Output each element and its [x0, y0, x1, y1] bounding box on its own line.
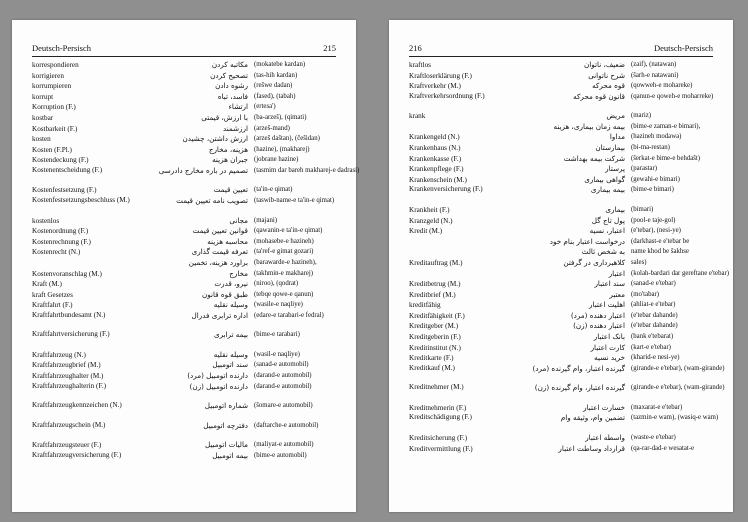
transliteration: (kart-e e'tebar)	[631, 343, 671, 351]
persian-translation: پرستار	[605, 164, 625, 174]
german-headword: Kraftfahrzeugsteuer (F.)	[32, 441, 102, 450]
dictionary-entry	[32, 102, 336, 113]
dictionary-entry	[409, 268, 730, 280]
persian-translation: دارنده اتومبیل (مرد)	[187, 371, 248, 381]
persian-translation: بیمه ترابری	[213, 330, 248, 340]
transliteration: (šerkat-e bime-e behdašt)	[631, 154, 701, 162]
transliteration: (tazmin-e wam), (wasiq-e wam)	[631, 414, 719, 422]
german-headword: Kreditnehmerin (F.)	[409, 403, 467, 412]
persian-translation: گیرنده اعتبار، وام گیرنده (مرد)	[532, 363, 625, 373]
persian-translation: سند اعتبار	[594, 279, 625, 289]
persian-translation: قرارداد وساطت اعتبار	[558, 443, 625, 453]
persian-translation: خرید نسیه	[594, 353, 625, 363]
transliteration: (qowweh-e mohareke)	[631, 82, 693, 90]
dictionary-entry	[32, 196, 336, 216]
german-headword: Kreditvermittlung (F.)	[409, 444, 473, 453]
dictionary-entry	[32, 216, 336, 227]
german-headword: Kraftfahrzeugbrief (M.)	[32, 361, 101, 370]
persian-translation: اعتبار	[608, 268, 625, 278]
transliteration: name khod be šakhse	[631, 248, 689, 256]
transliteration: (gewahi-e bimari)	[631, 175, 680, 183]
dictionary-entry	[32, 237, 336, 248]
transliteration: (šarh-e natawani)	[631, 71, 679, 79]
german-headword: Kraft (M.)	[32, 280, 62, 289]
german-headword: Kreditbrief (M.)	[409, 290, 456, 299]
persian-translation: دفترچه اتومبیل	[203, 420, 248, 430]
transliteration: (ta'ref-e gimat gozari)	[254, 248, 314, 256]
persian-translation: کارت اعتبار	[590, 342, 625, 352]
dictionary-entry	[32, 165, 360, 186]
persian-translation: مریض	[606, 111, 625, 121]
persian-translation: بیمه اتومبیل	[212, 450, 248, 460]
german-headword: Kreditnehmer (M.)	[409, 383, 464, 392]
transliteration: (takhmin-e makharej)	[254, 269, 314, 277]
dictionary-entry	[32, 124, 336, 135]
german-headword: Kostenvoranschlag (M.)	[32, 269, 102, 278]
persian-translation: مداوا	[609, 132, 625, 142]
transliteration: (tas-hih kardan)	[254, 71, 298, 79]
transliteration: (e'tebar dahande)	[631, 322, 678, 330]
left-page	[12, 20, 360, 512]
german-headword: Kraftfahrzeugschein (M.)	[32, 420, 106, 429]
dictionary-entry	[32, 134, 336, 145]
german-headword: Krankenschein (M.)	[409, 175, 467, 184]
dictionary-entry	[409, 247, 713, 258]
german-headword: korrespondieren	[32, 61, 79, 69]
transliteration: (tebqe qowe-e qanun)	[254, 290, 314, 298]
transliteration: (arzeš daštan), (češidan)	[254, 135, 320, 143]
transliteration: (jobrane hazine)	[254, 156, 299, 164]
transliteration: (maliyat-e automobil)	[254, 441, 314, 449]
persian-translation: گیرنده اعتبار، وام گیرنده (زن)	[534, 383, 625, 393]
german-headword: Krankenpflege (F.)	[409, 165, 464, 174]
german-headword: kreditfähig	[409, 301, 441, 310]
dictionary-entry	[409, 332, 713, 343]
persian-translation: تعرفه قیمت گذاری	[191, 247, 248, 257]
transliteration: (e'tebar), (nesi-ye)	[631, 227, 681, 235]
dictionary-entry	[32, 300, 336, 311]
transliteration: (bime-e zaman-e bimari),	[631, 122, 701, 130]
german-headword: Kostenfestsetzung (F.)	[32, 186, 97, 195]
persian-translation: قانون قوه محرکه	[573, 91, 625, 101]
transliteration: (mohasebe-e hazineh)	[254, 237, 314, 245]
persian-translation: مالیات اتومبیل	[205, 440, 248, 450]
page-header	[32, 42, 336, 57]
dictionary-entry	[409, 111, 713, 122]
dictionary-entry	[32, 155, 336, 166]
persian-translation: قوانین تعیین قیمت	[192, 226, 248, 236]
dictionary-entry	[409, 92, 713, 112]
dictionary-entry	[32, 401, 336, 421]
persian-translation: شرکت بیمه بهداشت	[563, 153, 625, 163]
transliteration: (sanad-e e'tebar)	[631, 280, 676, 288]
persian-translation: دارنده اتومبیل (زن)	[189, 381, 248, 391]
german-headword: Kostenfestsetzungsbeschluss (M.)	[32, 196, 130, 205]
transliteration: (qawanin-e ta'in-e qimat)	[254, 227, 323, 235]
dictionary-entry	[32, 113, 336, 124]
dictionary-entry	[409, 311, 713, 322]
transliteration: (qanun-e qoweh-e moharreke)	[631, 92, 714, 100]
persian-translation: پول تاج گل	[591, 215, 625, 225]
persian-translation: اعتبار دهنده (مرد)	[570, 310, 625, 320]
persian-translation: ارزشمند	[222, 123, 248, 133]
german-headword: Kostenentscheidung (F.)	[32, 165, 103, 174]
dictionary-entry	[32, 360, 336, 371]
transliteration: (ahliat-e e'tebar)	[631, 301, 676, 309]
transliteration: (tasmim dar bareh makharej-e dadrasi)	[254, 166, 360, 174]
running-title: Deutsch-Persisch	[32, 43, 92, 53]
transliteration: (mariz)	[631, 112, 651, 120]
persian-translation: سند اتومبیل	[212, 360, 248, 370]
transliteration: (wasile-e naqliye)	[254, 301, 303, 309]
persian-translation: جبران هزینه	[212, 155, 248, 165]
persian-translation: گواهی بیماری	[584, 174, 625, 184]
transliteration: (arzeš-mand)	[254, 124, 290, 132]
dictionary-entry	[409, 154, 713, 165]
dictionary-entry	[409, 353, 713, 364]
persian-translation: ارتشاء	[228, 102, 248, 112]
dictionary-entry	[32, 258, 336, 269]
german-headword: Kraftverkehr (M.)	[409, 82, 461, 91]
transliteration: (edare-e tarabari-e fedral)	[254, 311, 324, 319]
persian-translation: معتبر	[609, 289, 625, 299]
german-headword: Kreditkarte (F.)	[409, 354, 454, 363]
german-headword: Kreditfähigkeit (F.)	[409, 311, 465, 320]
transliteration: (šomare-e automobil)	[254, 402, 313, 410]
german-headword: korrigieren	[32, 71, 64, 80]
transliteration: (girande-e e'tebar), (wam-girande)	[631, 364, 725, 372]
transliteration: (qa-rar-dad-e wesatat-e	[631, 444, 695, 452]
german-headword: Kreditgeberin (F.)	[409, 333, 461, 342]
german-headword: korrupt	[32, 92, 54, 101]
dictionary-entries	[409, 60, 730, 454]
transliteration: (zaif), (natawan)	[631, 61, 677, 68]
persian-translation: وسیله نقلیه	[213, 300, 248, 310]
dictionary-entry	[32, 247, 336, 258]
transliteration: (fased), (tabah)	[254, 92, 296, 100]
german-headword: kostbar	[32, 113, 54, 122]
german-headword: Kreditgeber (M.)	[409, 322, 459, 331]
persian-translation: محاسبه هزینه	[207, 236, 248, 246]
dictionary-entry	[409, 132, 713, 143]
persian-translation: درخواست اعتبار بنام خود	[549, 236, 625, 246]
transliteration: (kolah-bardari dar gereftane e'tebar)	[631, 269, 730, 277]
german-headword: Kraftfahrzeughalter (M.)	[32, 372, 104, 381]
dictionary-entry	[409, 321, 713, 332]
transliteration: (ertesa')	[254, 103, 276, 111]
transliteration: (hazineh modawa)	[631, 133, 682, 141]
dictionary-entry	[409, 60, 713, 71]
german-headword: Kraftfahrtversicherung (F.)	[32, 330, 110, 339]
german-headword: Krankheit (F.)	[409, 205, 450, 214]
dictionary-entry	[32, 311, 336, 331]
dictionary-entry	[32, 382, 336, 402]
german-headword: Korruption (F.)	[32, 103, 76, 112]
persian-translation: اهلیت اعتبار	[589, 300, 625, 310]
persian-translation: تضمین وام، وثیقه وام	[560, 413, 625, 423]
german-headword: korrumpieren	[32, 82, 72, 91]
german-headword: Krankenkasse (F.)	[409, 154, 462, 163]
german-headword: Kostenrecht (N.)	[32, 248, 81, 257]
persian-translation: براورد هزینه، تخمین	[188, 257, 248, 267]
dictionary-entry	[32, 185, 336, 196]
dictionary-entry	[409, 363, 725, 384]
dictionary-entry	[409, 122, 713, 133]
german-headword: Kraftfahrtbundesamt (N.)	[32, 310, 106, 319]
german-headword: Kraftloserklärung (F.)	[409, 71, 472, 80]
persian-translation: مجانی	[229, 215, 248, 225]
persian-translation: قوه محرکه	[592, 81, 625, 91]
dictionary-entry	[32, 350, 336, 361]
dictionary-entry	[409, 300, 713, 311]
transliteration: (bank e'tebarat)	[631, 333, 674, 341]
persian-translation: تصویب نامه تعیین قیمت	[176, 196, 248, 206]
transliteration: (maxarat-e e'tebar)	[631, 403, 683, 411]
persian-translation: تصمیم در باره مخارج دادرسی	[158, 165, 248, 175]
dictionary-entry	[409, 81, 713, 92]
persian-translation: تصحیح کردن	[210, 70, 248, 80]
german-headword: Kostenrechnung (F.)	[32, 237, 91, 246]
german-headword: Kostendeckung (F.)	[32, 156, 89, 165]
persian-translation: تعیین قیمت	[213, 185, 248, 195]
german-headword: Krankenhaus (N.)	[409, 144, 461, 153]
transliteration: (girande-e e'tebar), (wam-girande)	[631, 384, 725, 392]
dictionary-entry	[32, 290, 336, 301]
persian-translation: بیمه زمان بیماری، هزینه	[553, 121, 625, 131]
dictionary-entry	[409, 279, 713, 290]
transliteration: (sanad-e automobil)	[254, 361, 309, 369]
dictionary-entries	[32, 60, 360, 470]
transliteration: (bime-e automobil)	[254, 451, 307, 459]
dictionary-entry	[409, 403, 713, 414]
german-headword: Krankengeld (N.)	[409, 133, 460, 142]
dictionary-entry	[409, 444, 713, 455]
persian-translation: نیرو، قدرت	[214, 279, 248, 289]
dictionary-entry	[32, 371, 336, 382]
persian-translation: مخارج	[229, 268, 248, 278]
dictionary-entry	[32, 92, 336, 103]
page-number: 215	[323, 43, 336, 53]
dictionary-entry	[409, 226, 713, 237]
transliteration: (e'tebar dahande)	[631, 311, 678, 319]
german-headword: Kraftfahrzeughalterin (F.)	[32, 381, 107, 390]
persian-translation: بانک اعتبار	[593, 332, 625, 342]
page-number: 216	[409, 43, 422, 53]
dictionary-entry	[409, 258, 713, 269]
dictionary-entry	[32, 421, 336, 441]
transliteration: (ba-arzeš), (qimati)	[254, 113, 307, 121]
persian-translation: با ارزش، قیمتی	[201, 112, 248, 122]
persian-translation: کلاهبرداری در گرفتن	[563, 257, 625, 267]
german-headword: kraftlos	[409, 61, 431, 69]
dictionary-entry	[32, 440, 336, 451]
german-headword: Kosten (F.Pl.)	[32, 145, 72, 154]
transliteration: (daftarche-e automobil)	[254, 421, 319, 429]
dictionary-entry	[409, 175, 713, 186]
dictionary-entry	[32, 226, 336, 237]
dictionary-entry	[409, 383, 725, 403]
transliteration: (kharid-e nesi-ye)	[631, 354, 680, 362]
dictionary-entry	[409, 216, 713, 227]
persian-translation: بیمارستان	[595, 143, 625, 153]
german-headword: kosten	[32, 135, 51, 144]
dictionary-entry	[409, 164, 713, 175]
german-headword: Kreditkauf (M.)	[409, 363, 455, 372]
transliteration: (mo'tabar)	[631, 290, 660, 298]
persian-translation: هزینه، مخارج	[208, 144, 248, 154]
persian-translation: بیمه بیماری	[590, 185, 625, 195]
transliteration: (bimari)	[631, 205, 654, 213]
dictionary-entry	[32, 60, 336, 71]
german-headword: Krankenversicherung (F.)	[409, 185, 483, 194]
running-title: Deutsch-Persisch	[653, 43, 713, 53]
page-header	[409, 42, 713, 57]
dictionary-entry	[409, 143, 713, 154]
transliteration: sales)	[631, 258, 647, 266]
transliteration: (niroo), (qodrat)	[254, 280, 299, 288]
transliteration: (pool-e taje-gol)	[631, 216, 676, 224]
dictionary-entry	[409, 433, 713, 444]
german-headword: Kreditinstitut (N.)	[409, 343, 461, 352]
transliteration: (darand-e automobil)	[254, 372, 312, 380]
dictionary-entry	[32, 330, 336, 350]
german-headword: Kostenordnung (F.)	[32, 227, 89, 236]
transliteration: (waste-e e'tebar)	[631, 433, 676, 441]
german-headword: Kreditauftrag (M.)	[409, 258, 463, 267]
persian-translation: ارزش داشتن، چشیدن	[182, 134, 248, 144]
transliteration: (darkhast-e e'tebar be	[631, 237, 690, 245]
german-headword: krank	[409, 112, 426, 121]
persian-translation: اداره ترابری فدرال	[191, 310, 248, 320]
persian-translation: ضعیف، ناتوان	[584, 60, 625, 69]
persian-translation: رشوه دادن	[215, 81, 248, 91]
transliteration: (wasil-e naqliye)	[254, 350, 300, 358]
german-headword: Kreditsicherung (F.)	[409, 433, 468, 442]
transliteration: (ta'in-e qimat)	[254, 186, 293, 194]
persian-translation: به شخص ثالث	[581, 247, 625, 257]
transliteration: (parastar)	[631, 165, 658, 173]
transliteration: (mokatebe kardan)	[254, 61, 306, 68]
persian-translation: طبق قوه قانون	[202, 289, 248, 299]
dictionary-entry	[409, 185, 713, 205]
persian-translation: شرح ناتوانی	[588, 70, 625, 80]
german-headword: Kreditbetrug (M.)	[409, 280, 461, 289]
persian-translation: واسطه اعتبار	[585, 432, 625, 442]
dictionary-entry	[32, 81, 336, 92]
dictionary-entry	[32, 279, 336, 290]
persian-translation: وسیله نقلیه	[213, 349, 248, 359]
dictionary-entry	[32, 145, 336, 156]
dictionary-entry	[32, 269, 336, 280]
transliteration: (rešwe dadan)	[254, 82, 293, 90]
dictionary-entry	[32, 71, 336, 82]
german-headword: Kraftfahrzeug (N.)	[32, 350, 86, 359]
german-headword: Kostbarkeit (F.)	[32, 124, 78, 133]
transliteration: (bime-e tarabari)	[254, 331, 300, 339]
german-headword: Kraftfahrzeugversicherung (F.)	[32, 450, 122, 459]
transliteration: (majani)	[254, 216, 278, 224]
dictionary-entry	[409, 237, 713, 248]
german-headword: Kraftfahrzeugkennzeichen (N.)	[32, 401, 122, 410]
german-headword: Kredit (M.)	[409, 227, 443, 236]
transliteration: (bime-e bimari)	[631, 186, 674, 194]
dictionary-entry	[32, 451, 336, 471]
persian-translation: فاسد، تباه	[217, 91, 248, 101]
transliteration: (bi-ma-restan)	[631, 144, 670, 152]
german-headword: Kranzgeld (N.)	[409, 216, 453, 225]
dictionary-entry	[409, 343, 713, 354]
persian-translation: اعتبار، نسیه	[589, 226, 625, 236]
transliteration: (darand-e automobil)	[254, 382, 312, 390]
german-headword: Kreditschädigung (F.)	[409, 413, 472, 422]
german-headword: kraft Gesetzes	[32, 290, 73, 299]
persian-translation: خسارت اعتبار	[583, 402, 625, 412]
transliteration: (barawarde-e hazineh),	[254, 258, 317, 266]
persian-translation: بیماری	[605, 204, 625, 214]
german-headword: Kraftverkehrsordnung (F.)	[409, 91, 485, 100]
german-headword: kostenlos	[32, 216, 60, 225]
dictionary-entry	[409, 290, 713, 301]
right-page	[389, 20, 733, 512]
german-headword: Kraftfahrt (F.)	[32, 301, 73, 310]
dictionary-entry	[409, 71, 713, 82]
persian-translation: اعتبار دهنده (زن)	[573, 321, 625, 331]
persian-translation: شماره اتومبیل	[204, 401, 248, 411]
persian-translation: مکاتبه کردن	[211, 60, 248, 69]
dictionary-entry	[409, 205, 713, 216]
transliteration: (hazine), (makharej)	[254, 145, 310, 153]
dictionary-entry	[409, 413, 719, 433]
transliteration: (taswib-name-e ta'in-e qimat)	[254, 197, 335, 205]
